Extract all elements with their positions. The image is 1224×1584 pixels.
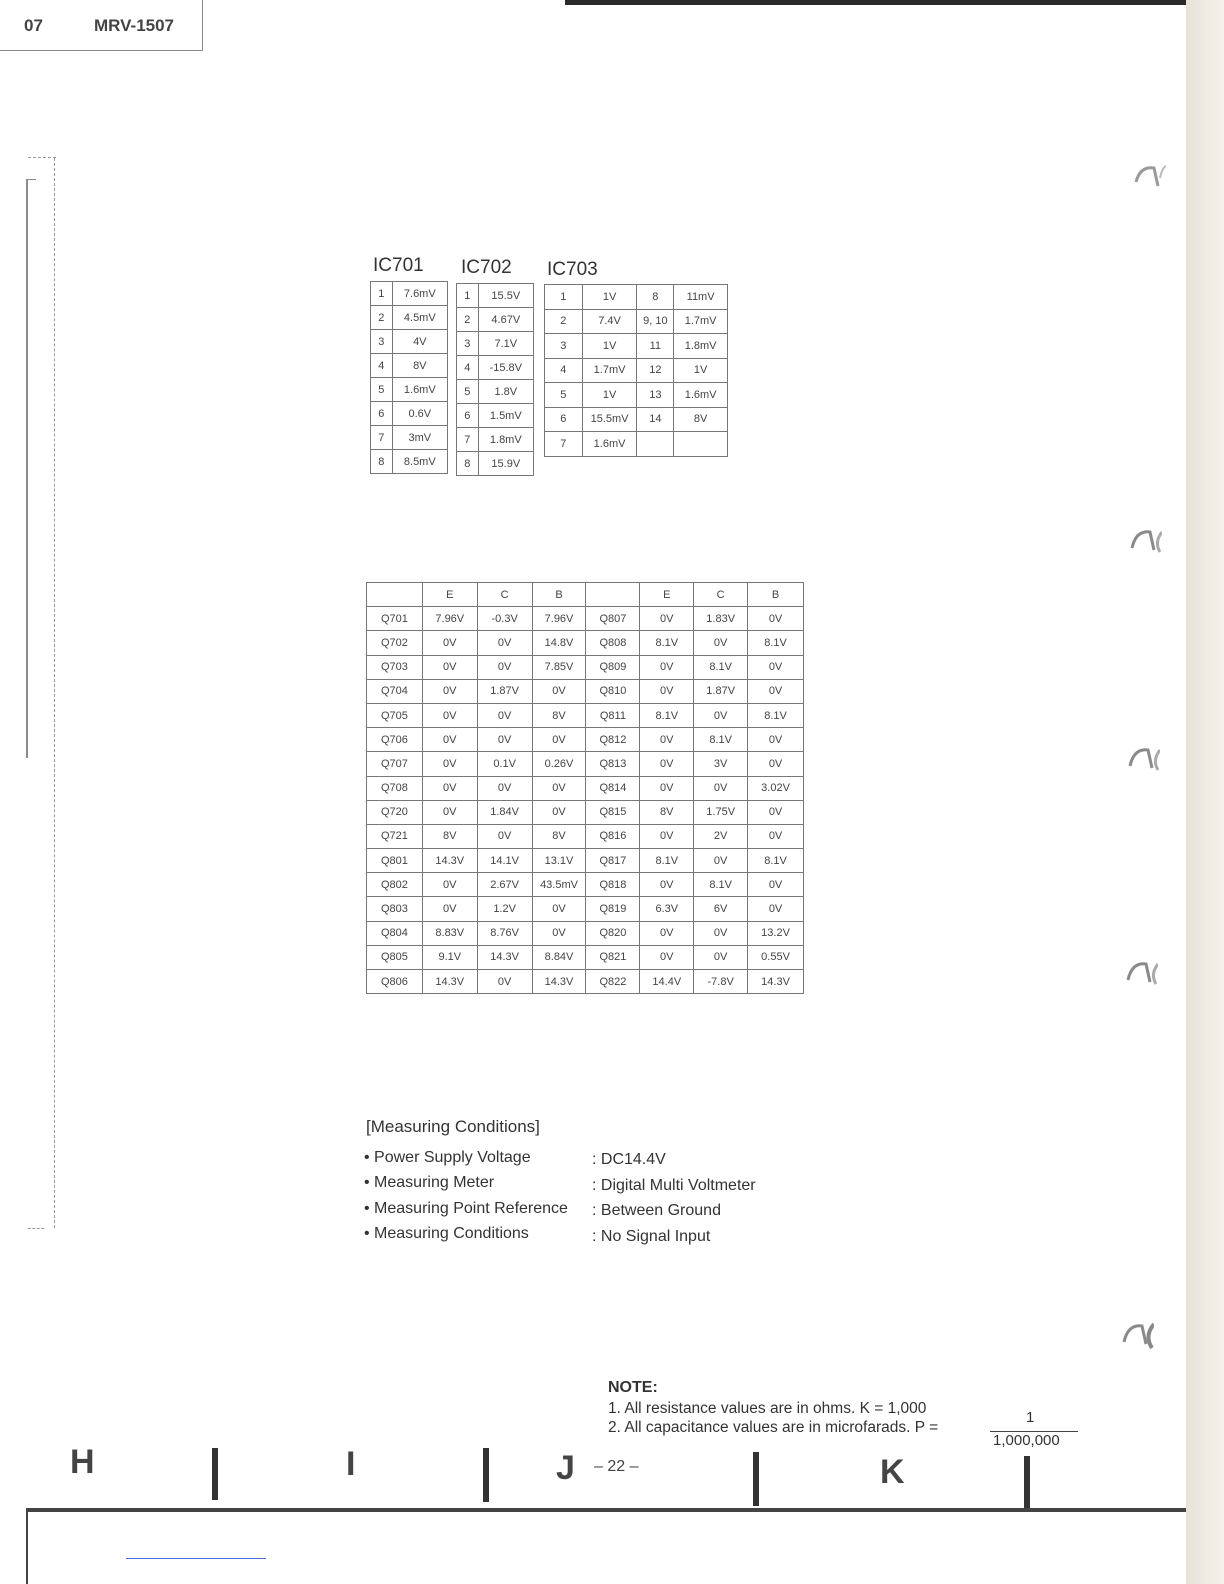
voltage-value: 0V: [477, 728, 532, 752]
voltage-value: 14.1V: [477, 849, 532, 873]
voltage-value: 1.8V: [478, 380, 533, 404]
voltage-value: 8.84V: [532, 945, 586, 969]
ic702-table: [456, 283, 534, 476]
voltage-value: 14.4V: [640, 970, 694, 994]
page-edge-shadow: [1186, 0, 1224, 1584]
voltage-value: 13.2V: [748, 921, 804, 945]
fraction-denominator: 1,000,000: [993, 1432, 1060, 1449]
ic701-table: [370, 281, 448, 474]
voltage-value: 7.4V: [582, 309, 637, 334]
table-row: [371, 306, 448, 330]
voltage-value: 14.3V: [748, 970, 804, 994]
voltage-value: 0V: [748, 752, 804, 776]
column-header: C: [694, 583, 748, 607]
voltage-value: 0V: [694, 776, 748, 800]
voltage-value: 0.1V: [477, 752, 532, 776]
voltage-value: 0V: [477, 703, 532, 727]
voltage-value: 0V: [640, 873, 694, 897]
pin-number: 12: [637, 358, 674, 383]
voltage-value: 8V: [422, 824, 477, 848]
table-row: [545, 407, 728, 432]
transistor-id: Q702: [367, 631, 423, 655]
table-row: [367, 655, 804, 679]
voltage-value: 14.3V: [422, 849, 477, 873]
voltage-value: 1.6mV: [674, 383, 728, 408]
voltage-value: 15.9V: [478, 452, 533, 476]
pin-number: 3: [545, 334, 583, 359]
voltage-value: 1.87V: [477, 679, 532, 703]
note-line: 1. All resistance values are in ohms. K = 1,000: [608, 1400, 927, 1417]
table-row: [545, 432, 728, 457]
transistor-id: Q810: [586, 679, 640, 703]
column-header: B: [532, 583, 586, 607]
voltage-value: 8.1V: [640, 631, 694, 655]
voltage-value: 7.6mV: [392, 282, 447, 306]
transistor-id: Q703: [367, 655, 423, 679]
table-row: [371, 402, 448, 426]
voltage-value: 0.55V: [748, 945, 804, 969]
condition-label: • Measuring Point Reference: [364, 1200, 568, 1217]
table-row: [367, 849, 804, 873]
pin-number: 4: [457, 356, 479, 380]
voltage-value: 14.3V: [532, 970, 586, 994]
voltage-value: 1.7mV: [674, 309, 728, 334]
table-row: [367, 679, 804, 703]
page-number: – 22 –: [594, 1458, 639, 1475]
table-row: [367, 970, 804, 994]
table-row: [457, 404, 534, 428]
transistor-id: Q807: [586, 607, 640, 631]
note-line: 2. All capacitance values are in microfarads. P =: [608, 1419, 939, 1436]
voltage-value: 0V: [532, 679, 586, 703]
voltage-value: 0V: [640, 752, 694, 776]
pin-number: 1: [545, 285, 583, 310]
pin-number: 5: [371, 378, 393, 402]
voltage-value: 0V: [422, 679, 477, 703]
fraction-numerator: 1: [1026, 1409, 1035, 1426]
ic703-title: IC703: [547, 259, 598, 280]
voltage-value: 1.5mV: [478, 404, 533, 428]
transistor-id: Q815: [586, 800, 640, 824]
pin-number: 4: [371, 354, 393, 378]
transistor-id: Q808: [586, 631, 640, 655]
table-row: [545, 358, 728, 383]
condition-value: : Digital Multi Voltmeter: [592, 1177, 756, 1194]
voltage-value: 8.83V: [422, 921, 477, 945]
grid-letter: I: [346, 1445, 356, 1483]
grid-divider: [212, 1448, 218, 1500]
voltage-value: 0V: [422, 655, 477, 679]
transistor-id: Q813: [586, 752, 640, 776]
voltage-value: 0V: [422, 897, 477, 921]
voltage-value: 1V: [582, 334, 637, 359]
voltage-value: 0V: [477, 631, 532, 655]
transistor-id: Q819: [586, 897, 640, 921]
margin-mark: [26, 180, 28, 758]
pin-number: 8: [637, 285, 674, 310]
table-row: [545, 285, 728, 310]
table-row: [457, 332, 534, 356]
column-header: [586, 583, 640, 607]
pin-number: 8: [457, 452, 479, 476]
pin-number: 1: [457, 284, 479, 308]
voltage-value: 0V: [748, 655, 804, 679]
binder-hole-icon: [1120, 1318, 1154, 1352]
transistor-id: Q721: [367, 824, 423, 848]
table-row: [371, 354, 448, 378]
voltage-value: 0V: [422, 800, 477, 824]
table-row: [457, 380, 534, 404]
voltage-value: 8V: [532, 703, 586, 727]
column-header: [367, 583, 423, 607]
voltage-value: 1V: [674, 358, 728, 383]
pin-number: 14: [637, 407, 674, 432]
transistor-id: Q805: [367, 945, 423, 969]
ic703-table: [544, 284, 728, 457]
page-fragment: 07: [24, 16, 43, 35]
voltage-value: 1.6mV: [392, 378, 447, 402]
transistor-id: Q803: [367, 897, 423, 921]
voltage-value: 0V: [532, 897, 586, 921]
voltage-value: 3V: [694, 752, 748, 776]
voltage-value: 8.1V: [694, 873, 748, 897]
voltage-value: 1.87V: [694, 679, 748, 703]
voltage-value: 1.75V: [694, 800, 748, 824]
voltage-value: 0V: [422, 703, 477, 727]
table-row: [367, 897, 804, 921]
table-row: [371, 450, 448, 474]
voltage-value: 8V: [674, 407, 728, 432]
voltage-value: 2V: [694, 824, 748, 848]
model-number: MRV-1507: [94, 16, 175, 35]
voltage-value: 0V: [748, 728, 804, 752]
pin-number: 7: [545, 432, 583, 457]
voltage-value: -0.3V: [477, 607, 532, 631]
ic701-title: IC701: [373, 255, 424, 276]
transistor-id: Q818: [586, 873, 640, 897]
voltage-value: 0V: [532, 776, 586, 800]
condition-label: • Power Supply Voltage: [364, 1149, 531, 1166]
voltage-value: 0V: [694, 631, 748, 655]
voltage-value: 8.1V: [748, 631, 804, 655]
transistor-id: Q821: [586, 945, 640, 969]
table-row: [371, 378, 448, 402]
fold-mark-dashed: [54, 158, 55, 1228]
voltage-value: 0V: [640, 824, 694, 848]
voltage-value: 8V: [392, 354, 447, 378]
condition-label: • Measuring Meter: [364, 1174, 495, 1191]
voltage-value: 14.3V: [422, 970, 477, 994]
binder-hole-icon: [1132, 160, 1166, 194]
condition-value: : DC14.4V: [592, 1151, 666, 1168]
table-row: [545, 383, 728, 408]
grid-letter: H: [70, 1443, 95, 1481]
pin-number: [637, 432, 674, 457]
table-row: [367, 728, 804, 752]
voltage-value: 7.96V: [532, 607, 586, 631]
table-row: [367, 945, 804, 969]
condition-value: : Between Ground: [592, 1202, 721, 1219]
voltage-value: 4.5mV: [392, 306, 447, 330]
voltage-value: 6V: [694, 897, 748, 921]
pin-number: 4: [545, 358, 583, 383]
binder-hole-icon: [1124, 956, 1158, 990]
transistor-id: Q708: [367, 776, 423, 800]
pin-number: 2: [371, 306, 393, 330]
transistor-id: Q801: [367, 849, 423, 873]
pin-number: 3: [371, 330, 393, 354]
blue-rule: [126, 1558, 266, 1559]
voltage-value: 0V: [640, 945, 694, 969]
voltage-value: 6.3V: [640, 897, 694, 921]
transistor-table-body: [367, 607, 804, 994]
grid-divider: [1024, 1456, 1030, 1508]
voltage-value: 8.1V: [694, 655, 748, 679]
voltage-value: 0V: [422, 752, 477, 776]
voltage-value: 0V: [640, 921, 694, 945]
binder-hole-icon: [1128, 524, 1162, 558]
pin-number: 13: [637, 383, 674, 408]
transistor-id: Q707: [367, 752, 423, 776]
transistor-id: Q704: [367, 679, 423, 703]
voltage-value: 13.1V: [532, 849, 586, 873]
voltage-value: 0V: [694, 849, 748, 873]
pin-number: 2: [545, 309, 583, 334]
voltage-value: 0V: [422, 776, 477, 800]
voltage-value: 8.1V: [640, 849, 694, 873]
pin-number: 2: [457, 308, 479, 332]
voltage-value: -15.8V: [478, 356, 533, 380]
voltage-value: 8.5mV: [392, 450, 447, 474]
voltage-value: 0V: [748, 897, 804, 921]
voltage-value: 8V: [532, 824, 586, 848]
voltage-value: 0V: [640, 607, 694, 631]
table-row: [457, 284, 534, 308]
grid-letter: K: [880, 1453, 905, 1491]
voltage-value: 1.2V: [477, 897, 532, 921]
voltage-value: 1.8mV: [674, 334, 728, 359]
ic702-title: IC702: [461, 257, 512, 278]
table-row: [371, 426, 448, 450]
voltage-value: 4V: [392, 330, 447, 354]
voltage-value: 0V: [422, 728, 477, 752]
note-heading: NOTE:: [608, 1379, 658, 1396]
fold-mark-bottom: [28, 1228, 44, 1229]
transistor-id: Q802: [367, 873, 423, 897]
measuring-conditions-heading: [Measuring Conditions]: [366, 1117, 540, 1136]
voltage-value: 11mV: [674, 285, 728, 310]
column-header: E: [640, 583, 694, 607]
table-row: [457, 356, 534, 380]
voltage-value: 0V: [477, 824, 532, 848]
transistor-id: Q806: [367, 970, 423, 994]
pin-number: 3: [457, 332, 479, 356]
pin-number: 8: [371, 450, 393, 474]
table-row: [367, 752, 804, 776]
pin-number: 5: [545, 383, 583, 408]
voltage-value: 0V: [532, 921, 586, 945]
transistor-id: Q822: [586, 970, 640, 994]
voltage-value: 7.96V: [422, 607, 477, 631]
voltage-value: 43.5mV: [532, 873, 586, 897]
voltage-value: 1V: [582, 285, 637, 310]
transistor-id: Q720: [367, 800, 423, 824]
column-header: C: [477, 583, 532, 607]
table-row: [367, 703, 804, 727]
table-row: [457, 428, 534, 452]
voltage-value: 2.67V: [477, 873, 532, 897]
voltage-value: 0V: [748, 824, 804, 848]
table-row: [367, 776, 804, 800]
bottom-rule: [26, 1508, 1186, 1512]
voltage-value: 7.1V: [478, 332, 533, 356]
table-row: [367, 873, 804, 897]
table-row: [457, 308, 534, 332]
condition-label: • Measuring Conditions: [364, 1225, 529, 1242]
voltage-value: 15.5V: [478, 284, 533, 308]
bottom-border: [26, 1510, 28, 1584]
column-header: B: [748, 583, 804, 607]
voltage-value: 0V: [477, 655, 532, 679]
table-row: [371, 330, 448, 354]
pin-number: 9, 10: [637, 309, 674, 334]
voltage-value: 0V: [532, 728, 586, 752]
grid-letter: J: [556, 1449, 575, 1487]
transistor-id: Q817: [586, 849, 640, 873]
grid-divider: [483, 1448, 489, 1502]
voltage-value: 1.84V: [477, 800, 532, 824]
transistor-id: Q701: [367, 607, 423, 631]
transistor-id: Q820: [586, 921, 640, 945]
voltage-value: 4.67V: [478, 308, 533, 332]
table-row: [367, 607, 804, 631]
transistor-id: Q804: [367, 921, 423, 945]
voltage-value: 1V: [582, 383, 637, 408]
pin-number: 6: [457, 404, 479, 428]
transistor-id: Q811: [586, 703, 640, 727]
voltage-value: 0V: [694, 921, 748, 945]
voltage-value: 0.26V: [532, 752, 586, 776]
transistor-voltage-table: [366, 582, 804, 994]
voltage-value: -7.8V: [694, 970, 748, 994]
voltage-value: 0V: [748, 607, 804, 631]
voltage-value: 0V: [422, 873, 477, 897]
voltage-value: 8.1V: [748, 703, 804, 727]
pin-number: 6: [545, 407, 583, 432]
voltage-value: 0V: [477, 776, 532, 800]
top-rule: [565, 0, 1187, 5]
voltage-value: 15.5mV: [582, 407, 637, 432]
fold-mark-top: [28, 157, 56, 158]
table-row: [367, 921, 804, 945]
voltage-value: 3.02V: [748, 776, 804, 800]
condition-value: : No Signal Input: [592, 1228, 711, 1245]
voltage-value: 1.6mV: [582, 432, 637, 457]
voltage-value: 0V: [640, 679, 694, 703]
transistor-id: Q706: [367, 728, 423, 752]
transistor-id: Q705: [367, 703, 423, 727]
voltage-value: 14.8V: [532, 631, 586, 655]
voltage-value: 0V: [640, 776, 694, 800]
grid-divider: [753, 1452, 759, 1506]
table-row: [371, 282, 448, 306]
table-row: [367, 631, 804, 655]
voltage-value: 0V: [532, 800, 586, 824]
transistor-id: Q816: [586, 824, 640, 848]
voltage-value: 0.6V: [392, 402, 447, 426]
table-row: [545, 334, 728, 359]
table-row: [367, 824, 804, 848]
pin-number: 6: [371, 402, 393, 426]
column-header: E: [422, 583, 477, 607]
voltage-value: 9.1V: [422, 945, 477, 969]
pin-number: 5: [457, 380, 479, 404]
pin-number: 7: [457, 428, 479, 452]
transistor-id: Q809: [586, 655, 640, 679]
voltage-value: 8.76V: [477, 921, 532, 945]
table-header-row: [367, 583, 804, 607]
voltage-value: [674, 432, 728, 457]
transistor-id: Q814: [586, 776, 640, 800]
voltage-value: 0V: [477, 970, 532, 994]
table-row: [545, 309, 728, 334]
voltage-value: 14.3V: [477, 945, 532, 969]
voltage-value: 0V: [694, 945, 748, 969]
binder-hole-icon: [1126, 742, 1160, 776]
voltage-value: 0V: [422, 631, 477, 655]
voltage-value: 1.7mV: [582, 358, 637, 383]
voltage-value: 0V: [748, 679, 804, 703]
pin-number: 7: [371, 426, 393, 450]
voltage-value: 0V: [694, 703, 748, 727]
voltage-value: 8.1V: [640, 703, 694, 727]
table-row: [457, 452, 534, 476]
transistor-id: Q812: [586, 728, 640, 752]
pin-number: 11: [637, 334, 674, 359]
table-row: [367, 800, 804, 824]
pin-number: 1: [371, 282, 393, 306]
voltage-value: 8V: [640, 800, 694, 824]
voltage-value: 1.83V: [694, 607, 748, 631]
voltage-value: 8.1V: [748, 849, 804, 873]
voltage-value: 1.8mV: [478, 428, 533, 452]
voltage-value: 0V: [748, 800, 804, 824]
voltage-value: 8.1V: [694, 728, 748, 752]
voltage-value: 0V: [640, 728, 694, 752]
voltage-value: 3mV: [392, 426, 447, 450]
voltage-value: 0V: [640, 655, 694, 679]
voltage-value: 0V: [748, 873, 804, 897]
voltage-value: 7.85V: [532, 655, 586, 679]
